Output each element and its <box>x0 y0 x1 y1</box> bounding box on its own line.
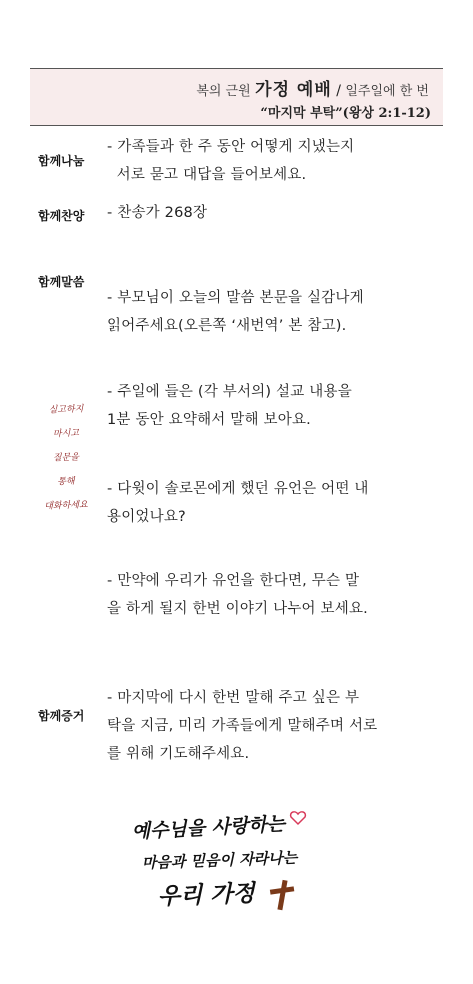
header-frequency: 일주일에 한 번 <box>345 84 429 99</box>
side-note <box>38 398 94 518</box>
label-witness: 함께증거 <box>38 709 85 723</box>
text-line: 읽어주세요(오른쪽 ‘새번역’ 본 참고). <box>107 318 347 334</box>
label-praise: 함께찬양 <box>38 209 85 223</box>
calligraphy-line-2: 마음과 믿음이 자라나는 <box>141 848 298 872</box>
section-will-text <box>107 567 433 623</box>
calligraphy-line-3: 우리 가정 <box>157 879 256 910</box>
section-david-text <box>107 475 433 531</box>
text-line: 을 하게 될지 한번 이야기 나누어 보세요. <box>107 601 368 617</box>
calligraphy-line-1: 예수님을 사랑하는 <box>131 812 286 843</box>
side-note-line: 질문을 <box>52 452 80 464</box>
section-sermon-text <box>107 378 433 434</box>
text-line: - 마지막에 다시 한번 말해 주고 싶은 부 <box>107 690 360 706</box>
header-title-line <box>196 75 429 100</box>
header-separator: / <box>336 83 341 99</box>
text-line: - 다윗이 솔로몬에게 했던 유언은 어떤 내 <box>107 481 369 497</box>
text-line: - 주일에 들은 (각 부서의) 설교 내용을 <box>107 384 352 400</box>
header-banner <box>30 68 443 126</box>
side-note-line: 통해 <box>57 476 75 488</box>
text-line: 1분 동안 요약해서 말해 보아요. <box>107 412 311 428</box>
header-prefix: 복의 근원 <box>196 84 251 99</box>
label-sharing: 함께나눔 <box>38 154 85 168</box>
text-line: 를 위해 기도해주세요. <box>107 746 250 762</box>
text-line: 탁을 지금, 미리 가족들에게 말해주며 서로 <box>107 718 378 734</box>
header-subtitle: “마지막 부탁”(왕상 2:1-12) <box>260 106 431 121</box>
text-line: - 찬송가 268장 <box>107 205 208 221</box>
heart-icon <box>291 812 306 824</box>
text-line: 용이었나요? <box>107 509 186 525</box>
section-praise-text <box>107 199 433 227</box>
text-line: - 부모님이 오늘의 말씀 본문을 실감나게 <box>107 290 364 306</box>
calligraphy-art <box>130 808 330 918</box>
text-line: 서로 묻고 대답을 들어보세요. <box>107 167 307 183</box>
side-note-line: 대화하세요 <box>44 500 88 512</box>
section-word-text <box>107 284 433 340</box>
side-note-line: 마시고 <box>52 428 80 440</box>
section-witness-text <box>107 684 433 768</box>
cross-icon <box>270 880 294 910</box>
section-sharing-text <box>107 133 433 189</box>
calligraphy-logo <box>130 808 330 918</box>
text-line: - 가족들과 한 주 동안 어떻게 지냈는지 <box>107 139 355 155</box>
text-line: - 만약에 우리가 유언을 한다면, 무슨 말 <box>107 573 360 589</box>
label-word: 함께말씀 <box>38 275 85 289</box>
side-note-line: 실고하지 <box>48 404 84 416</box>
header-title: 가정 예배 <box>255 80 332 100</box>
